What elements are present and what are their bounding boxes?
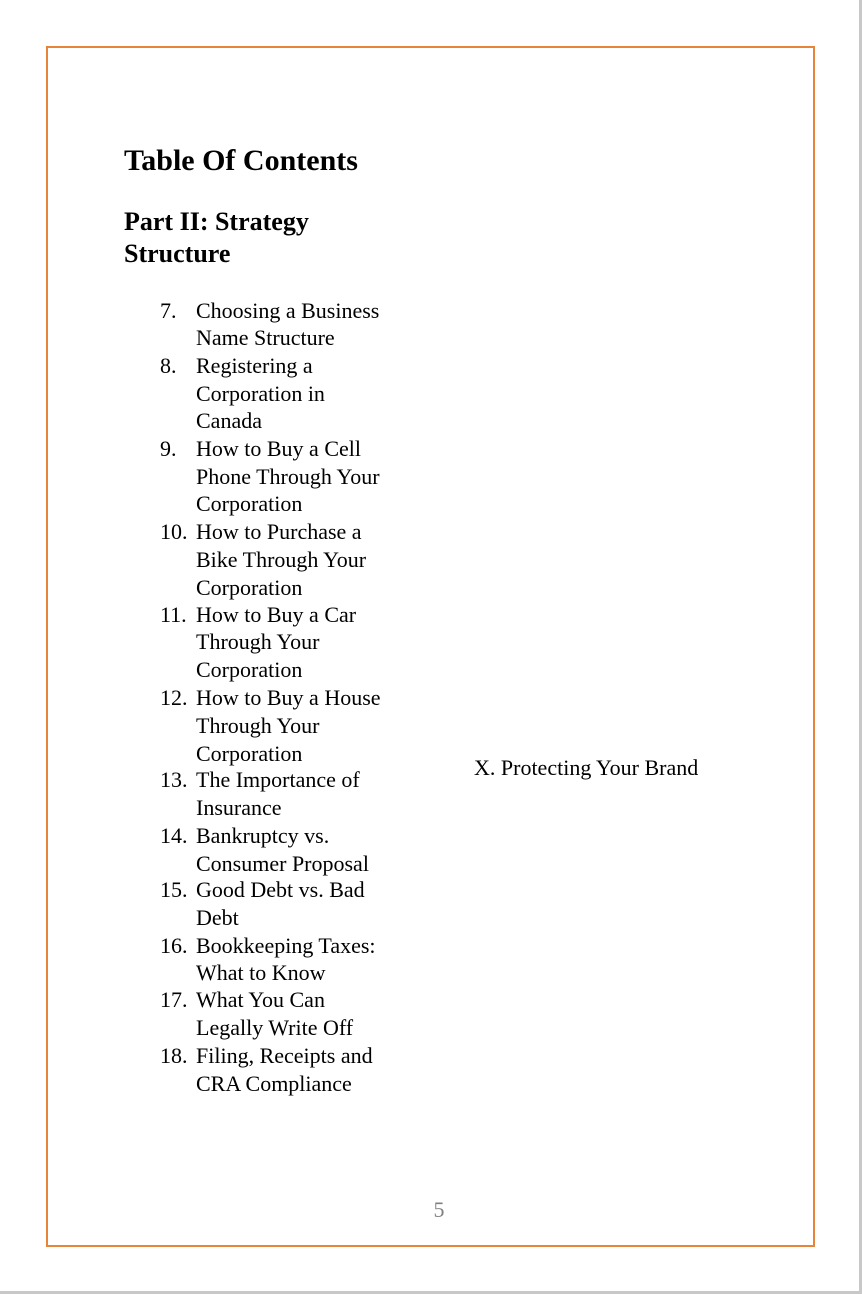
toc-item-text: How to Buy a Cell [196,436,361,461]
toc-item-text: The Importance of [196,767,360,792]
toc-item-number: 11. [160,602,187,627]
toc-item-number: 9. [160,436,177,461]
toc-item-number: 17. [160,987,188,1012]
toc-item-text: Through Your [196,713,320,738]
toc-item-text: Canada [196,408,262,433]
toc-item-number: 7. [160,298,177,323]
toc-item-number: 14. [160,823,188,848]
toc-item-text: CRA Compliance [196,1071,352,1096]
toc-item-text: Debt [196,905,239,930]
toc-item-text: Corporation [196,741,303,766]
toc-item-text: Corporation in [196,381,325,406]
section-heading-line-1: Part II: Strategy [124,207,309,236]
page-number: 5 [433,1197,445,1222]
toc-item-text: Corporation [196,575,303,600]
toc-item-text: Name Structure [196,325,335,350]
toc-item-text: Phone Through Your [196,464,380,489]
toc-item-text: Through Your [196,629,320,654]
toc-item-text: Corporation [196,657,303,682]
section-heading [124,206,384,270]
toc-item-number: 16. [160,933,188,958]
toc-item-number: 8. [160,353,177,378]
toc-item-number: 18. [160,1043,188,1068]
toc-right-column-entry[interactable]: X. Protecting Your Brand [474,755,699,780]
section-heading-line-2: Structure [124,239,231,268]
toc-item-number: 13. [160,767,188,792]
toc-item-number: 15. [160,877,188,902]
toc-item-text: Filing, Receipts and [196,1043,373,1068]
page-title: Table Of Contents [124,144,358,177]
toc-item-text: Choosing a Business [196,298,380,323]
toc-item-text: Consumer Proposal [196,851,369,876]
toc-item-text: Good Debt vs. Bad [196,877,365,902]
toc-item-text: Bike Through Your [196,547,367,572]
toc-item-number: 10. [160,519,188,544]
toc-item-text: Legally Write Off [196,1015,354,1040]
toc-item-text: How to Buy a Car [196,602,357,627]
toc-item-text: What You Can [196,987,325,1012]
toc-item-number: 12. [160,685,188,710]
toc-item-text: How to Buy a House [196,685,381,710]
toc-item-text: What to Know [196,960,326,985]
toc-item-text: Corporation [196,491,303,516]
toc-item-text: Bankruptcy vs. [196,823,330,848]
toc-item-text: Insurance [196,795,282,820]
toc-item-text: Registering a [196,353,313,378]
toc-item-text: Bookkeeping Taxes: [196,933,376,958]
toc-item-text: How to Purchase a [196,519,362,544]
